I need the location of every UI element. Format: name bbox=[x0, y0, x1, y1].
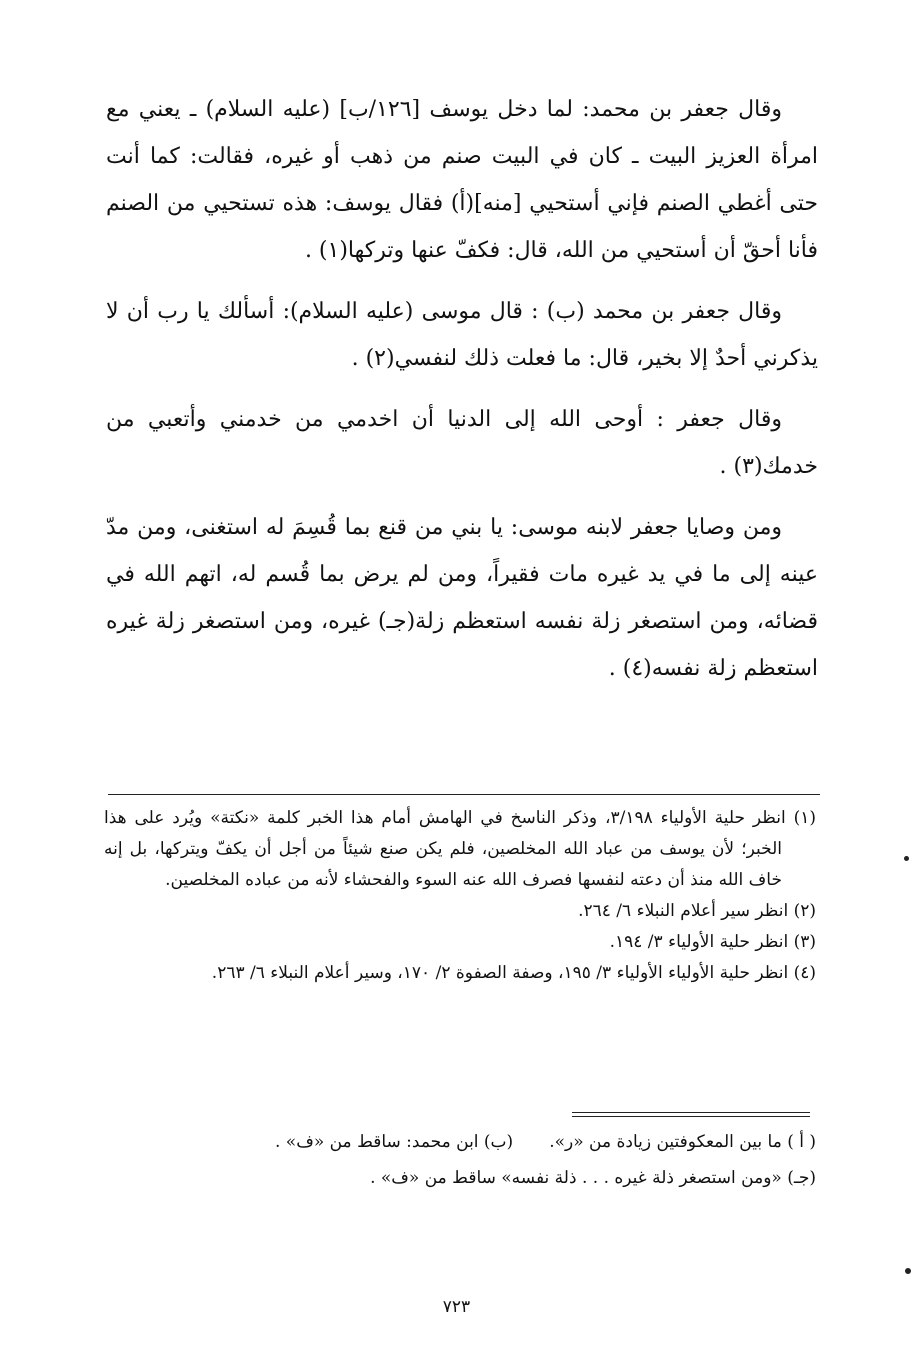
footnote-2: (٢) انظر سير أعلام النبلاء ٦/ ٢٦٤. bbox=[578, 901, 816, 921]
footnote-separator bbox=[108, 794, 820, 795]
variant-a: ( أ ) ما بين المعكوفتين زيادة من «ر». bbox=[549, 1132, 816, 1152]
page-number: ٧٢٣ bbox=[442, 1297, 471, 1317]
footnote-1: (١) انظر حلية الأولياء ٣/١٩٨، وذكر الناسخ في الهامش أمام هذا الخبر كلمة «نكتة» ويُرد على هذا الخبر؛ لأن يوسف من عباد الله المخلصين، فلم يكن صنع شيئاً من أجل أن يكفّ ويتركها، بل إنه خاف الله منذ أن دعته لنفسها فصرف الله عنه السوء والفحشاء لأنه من عباده المخلصين. bbox=[104, 808, 816, 890]
paragraph-2: وقال جعفر بن محمد (ب) : قال موسى (عليه السلام): أسألك يا رب أن لا يذكرني أحدٌ إلا بخير، قال: ما فعلت ذلك لنفسي(٢) . bbox=[106, 299, 818, 371]
variant-c: (جـ) «ومن استصغر ذلة غيره . . . ذلة نفسه» ساقط من «ف» . bbox=[370, 1168, 816, 1188]
footnote-4: (٤) انظر حلية الأولياء الأولياء ٣/ ١٩٥، وصفة الصفوة ٢/ ١٧٠، وسير أعلام النبلاء ٦/ ٢٦٣. bbox=[211, 963, 816, 983]
paragraph-4: ومن وصايا جعفر لابنه موسى: يا بني من قنع بما قُسِمَ له استغنى، ومن مدّ عينه إلى ما في يد غيره مات فقيراً، ومن لم يرض بما قُسم له، اتهم الله في قضائه، ومن استصغر زلة نفسه استعظم زلة(جـ) غيره، ومن استصغر زلة غيره استعظم زلة نفسه(٤) . bbox=[106, 515, 818, 681]
variants-line-2 bbox=[104, 1160, 816, 1196]
variants-separator bbox=[572, 1112, 810, 1117]
variant-b: (ب) ابن محمد: ساقط من «ف» . bbox=[274, 1132, 514, 1152]
footnote-3: (٣) انظر حلية الأولياء ٣/ ١٩٤. bbox=[609, 932, 816, 952]
paragraph-3: وقال جعفر : أوحى الله إلى الدنيا أن اخدمي من خدمني وأتعبي من خدمك(٣) . bbox=[106, 407, 818, 479]
paragraph-1: وقال جعفر بن محمد: لما دخل يوسف [١٢٦/ب] (عليه السلام) ـ يعني مع امرأة العزيز البيت ـ كان في البيت صنم من ذهب أو غيره، فقالت: كما أنت حتى أغطي الصنم فإني أستحيي [منه](أ) فقال يوسف: هذه تستحيي من الصنم فأنا أحقّ أن أستحيي من الله، قال: فكفّ عنها وتركها(١) . bbox=[106, 97, 818, 263]
margin-speck bbox=[905, 1268, 911, 1274]
footnotes bbox=[104, 803, 816, 989]
main-text bbox=[106, 86, 818, 706]
manuscript-variants bbox=[104, 1124, 816, 1196]
variants-line-1 bbox=[104, 1124, 816, 1160]
margin-speck bbox=[904, 856, 909, 861]
